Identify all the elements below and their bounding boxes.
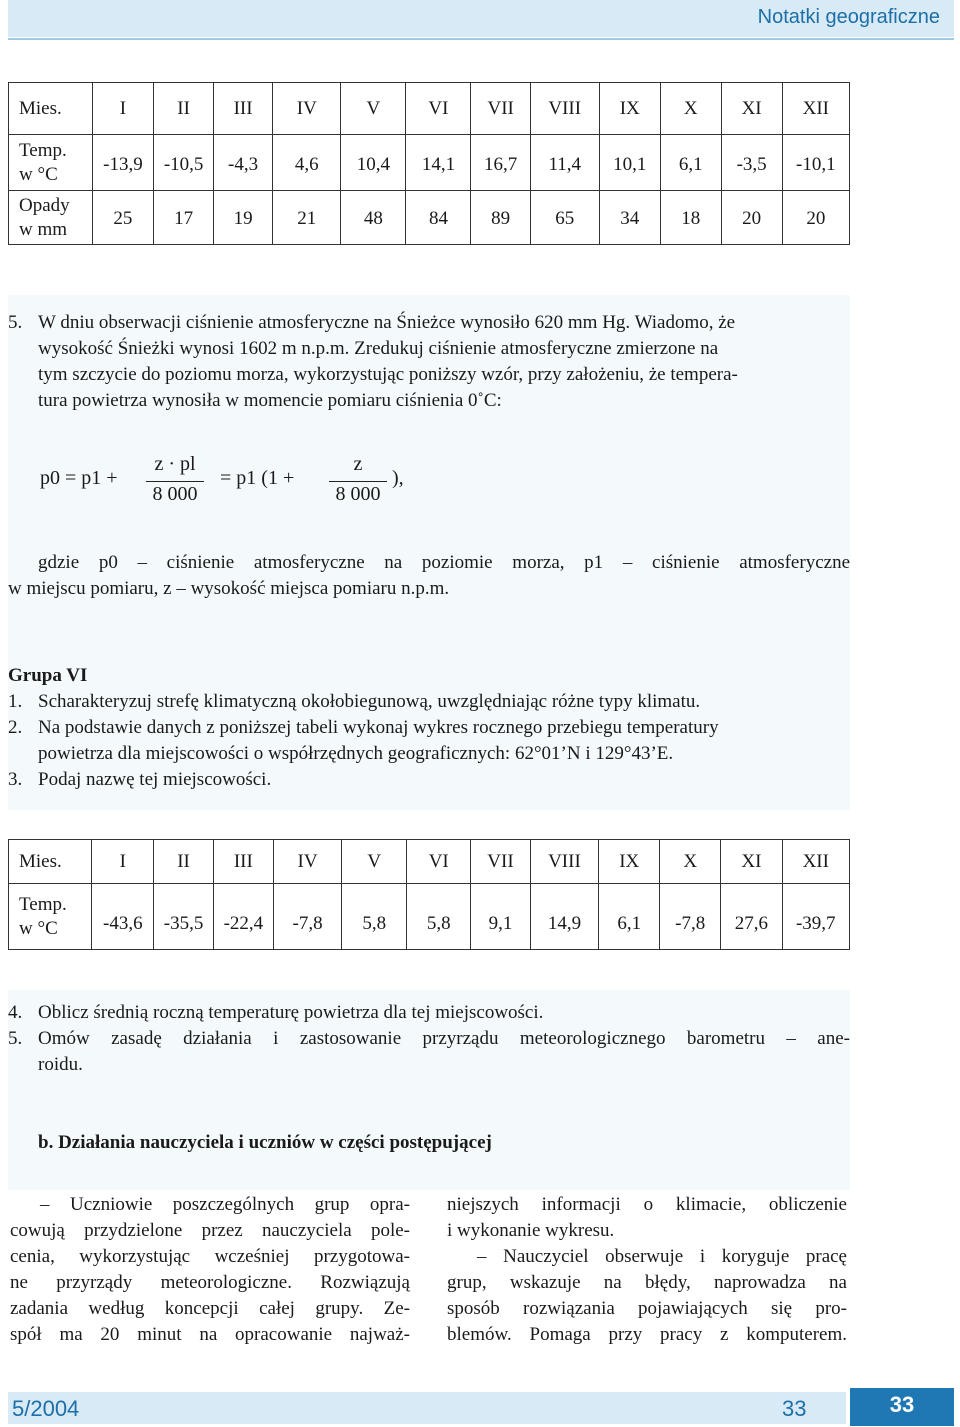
table-cell: -4,3 <box>214 135 273 191</box>
month-header-cell: XI <box>721 840 782 884</box>
group-task-2 <box>8 715 850 767</box>
group-vi-section <box>8 663 850 793</box>
right-column-line: grup, wskazuje na błędy, naprowadza na <box>447 1272 847 1293</box>
table-cell: 20 <box>782 191 849 245</box>
row-label-line: Mies. <box>19 850 62 872</box>
table-cell: -10,1 <box>782 135 849 191</box>
task-number: 1. <box>8 691 23 712</box>
footer-page-number-light: 33 <box>782 1396 807 1421</box>
table-cell: 5,8 <box>406 884 471 950</box>
month-header-cell: IV <box>273 83 341 135</box>
task-line: roidu. <box>38 1054 83 1075</box>
right-column <box>447 1192 847 1348</box>
table-cell: 10,4 <box>341 135 406 191</box>
row-label <box>9 884 92 950</box>
task-number: 4. <box>8 1002 23 1023</box>
month-header-cell: X <box>660 83 721 135</box>
month-header-cell: II <box>154 83 214 135</box>
task-line: Oblicz średnią roczną temperaturę powietrza dla tej miejscowości. <box>38 1002 544 1023</box>
right-column-line: – Nauczyciel obserwuje i koryguje pracę <box>477 1246 847 1267</box>
task-5-number: 5. <box>8 312 23 333</box>
table-cell: -22,4 <box>213 884 273 950</box>
month-header-cell: XII <box>782 840 849 884</box>
pressure-formula <box>0 440 960 520</box>
month-header-cell: V <box>341 83 406 135</box>
row-label-line: w mm <box>19 218 68 240</box>
task-5-line: wysokość Śnieżki wynosi 1602 m n.p.m. Zredukuj ciśnienie atmosferyczne zmierzone na <box>38 338 719 359</box>
month-header-cell: IV <box>273 840 342 884</box>
table-cell: 10,1 <box>599 135 660 191</box>
table-cell: -13,9 <box>92 135 154 191</box>
left-column-line: – Uczniowie poszczególnych grup opra- <box>40 1194 410 1215</box>
month-header-cell: III <box>213 840 273 884</box>
left-column-line: zadania według koncepcji całej grupy. Ze- <box>10 1298 410 1319</box>
temperature-table-yakutsk <box>8 839 850 950</box>
table-cell: 84 <box>406 191 471 245</box>
task-line: powietrza dla miejscowości o współrzędnych geograficznych: 62°01’N i 129°43’E. <box>38 743 674 764</box>
task-5-paragraph <box>8 310 850 414</box>
table-cell: 21 <box>273 191 341 245</box>
table-cell: 6,1 <box>660 135 721 191</box>
footer-page-box <box>850 1388 954 1426</box>
left-column-line: cowują przydzielone przez nauczyciela pole- <box>10 1220 410 1241</box>
month-header-cell: VI <box>406 840 471 884</box>
row-label-line: w °C <box>19 163 58 185</box>
row-label-line: Temp. <box>19 139 67 161</box>
legend-line: gdzie p0 – ciśnienie atmosferyczne na poziomie morza, p1 – ciśnienie atmosferyczne <box>38 552 850 573</box>
row-label <box>9 135 93 191</box>
right-column-line: sposób rozwiązania pojawiających się pro- <box>447 1298 847 1319</box>
table-cell: -35,5 <box>154 884 214 950</box>
month-header-cell: XII <box>782 83 849 135</box>
task-5-line: tura powietrza wynosiła w momencie pomiaru ciśnienia 0˚C: <box>38 390 502 411</box>
table-cell: 48 <box>341 191 406 245</box>
table-cell: -3,5 <box>721 135 782 191</box>
month-header-cell: IX <box>599 840 660 884</box>
table-row <box>9 840 850 884</box>
row-label-line: w °C <box>19 917 58 939</box>
table-cell: 14,9 <box>530 884 599 950</box>
fraction-1-numerator: z · pl <box>154 453 196 475</box>
table-cell: 34 <box>599 191 660 245</box>
table-cell: -7,8 <box>660 884 721 950</box>
task-line: Podaj nazwę tej miejscowości. <box>38 769 272 790</box>
table-cell: 9,1 <box>471 884 530 950</box>
tasks-4-5 <box>8 1000 850 1078</box>
row-label <box>9 840 92 884</box>
table-cell: 6,1 <box>599 884 660 950</box>
legend-line: w miejscu pomiaru, z – wysokość miejsca pomiaru n.p.m. <box>8 578 450 599</box>
group-task-1 <box>8 689 850 715</box>
group-task-4 <box>8 1000 850 1026</box>
table-cell: -39,7 <box>782 884 849 950</box>
row-label <box>9 191 93 245</box>
group-task-3 <box>8 767 850 793</box>
table-cell: 4,6 <box>273 135 341 191</box>
table-row <box>9 135 850 191</box>
fraction-1-bar <box>146 481 204 482</box>
fraction-1-denominator: 8 000 <box>152 483 198 505</box>
left-column-line: cenia, wykorzystując wcześniej przygotowa- <box>10 1246 410 1267</box>
month-header-cell: VII <box>471 83 530 135</box>
table-row <box>9 884 850 950</box>
group-vi-title: Grupa VI <box>8 665 88 686</box>
left-column-line: spół ma 20 minut na opracowanie najważ- <box>10 1324 410 1345</box>
fraction-2-bar <box>329 481 387 482</box>
right-column-line: blemów. Pomaga przy pracy z komputerem. <box>447 1324 847 1345</box>
month-header-cell: VII <box>471 840 530 884</box>
formula-fraction-1 <box>140 440 210 520</box>
formula-lhs: p0 = p1 + <box>40 467 118 489</box>
table-cell: 18 <box>660 191 721 245</box>
table-cell: -7,8 <box>273 884 342 950</box>
group-task-5 <box>8 1026 850 1078</box>
month-header-cell: II <box>154 840 214 884</box>
month-header-cell: X <box>660 840 721 884</box>
row-label-line: Mies. <box>19 97 62 119</box>
task-5-line: tym szczycie do poziomu morza, wykorzystując poniższy wzór, przy założeniu, że tempera- <box>38 364 738 385</box>
task-number: 3. <box>8 769 23 790</box>
footer-bar <box>8 1392 846 1424</box>
fraction-2-numerator: z <box>353 453 363 475</box>
table-cell: 27,6 <box>721 884 782 950</box>
task-5-line: W dniu obserwacji ciśnienie atmosferyczne na Śnieżce wynosiło 620 mm Hg. Wiadomo, że <box>38 312 736 333</box>
climate-table-snezka <box>8 82 850 245</box>
table-cell: 11,4 <box>530 135 599 191</box>
table-cell: 16,7 <box>471 135 530 191</box>
month-header-cell: III <box>214 83 273 135</box>
row-label-line: Opady <box>19 194 70 216</box>
month-header-cell: V <box>342 840 407 884</box>
table-cell: 20 <box>721 191 782 245</box>
table-row <box>9 83 850 135</box>
task-number: 2. <box>8 717 23 738</box>
formula-middle: = p1 (1 + <box>220 467 295 489</box>
section-b-heading: b. Działania nauczyciela i uczniów w części postępującej <box>38 1132 492 1153</box>
fraction-2-denominator: 8 000 <box>335 483 381 505</box>
month-header-cell: I <box>92 840 154 884</box>
table-cell: -10,5 <box>154 135 214 191</box>
table-cell: 14,1 <box>406 135 471 191</box>
right-column-line: niejszych informacji o klimacie, obliczenie <box>447 1194 847 1215</box>
table-cell: 5,8 <box>342 884 407 950</box>
month-header-cell: VI <box>406 83 471 135</box>
page-header-title: Notatki geograficzne <box>757 6 940 28</box>
month-header-cell: I <box>92 83 154 135</box>
month-header-cell: XI <box>721 83 782 135</box>
task-number: 5. <box>8 1028 23 1049</box>
formula-fraction-2 <box>323 440 393 520</box>
formula-end: ), <box>392 467 404 489</box>
row-label-line: Temp. <box>19 893 67 915</box>
footer-issue-number: 5/2004 <box>12 1396 80 1421</box>
row-label <box>9 83 93 135</box>
table-cell: 65 <box>530 191 599 245</box>
table-cell: 17 <box>154 191 214 245</box>
table-cell: 25 <box>92 191 154 245</box>
header-rule <box>8 38 954 40</box>
month-header-cell: VIII <box>530 83 599 135</box>
month-header-cell: VIII <box>530 840 599 884</box>
right-column-line: i wykonanie wykresu. <box>447 1220 615 1241</box>
left-column <box>10 1192 410 1348</box>
header-bar <box>8 0 954 37</box>
footer-page-number: 33 <box>889 1392 915 1417</box>
left-column-line: ne przyrządy meteorologiczne. Rozwiązują <box>10 1272 410 1293</box>
table-cell: 89 <box>471 191 530 245</box>
table-row <box>9 191 850 245</box>
table-cell: -43,6 <box>92 884 154 950</box>
table-cell: 19 <box>214 191 273 245</box>
formula-legend <box>8 550 850 602</box>
task-line: Na podstawie danych z poniższej tabeli wykonaj wykres rocznego przebiegu temperatury <box>38 717 719 738</box>
task-line: Scharakteryzuj strefę klimatyczną okołobiegunową, uwzględniając różne typy klimatu. <box>38 691 701 712</box>
month-header-cell: IX <box>599 83 660 135</box>
task-line: Omów zasadę działania i zastosowanie przyrządu meteorologicznego barometru – ane- <box>38 1028 850 1049</box>
